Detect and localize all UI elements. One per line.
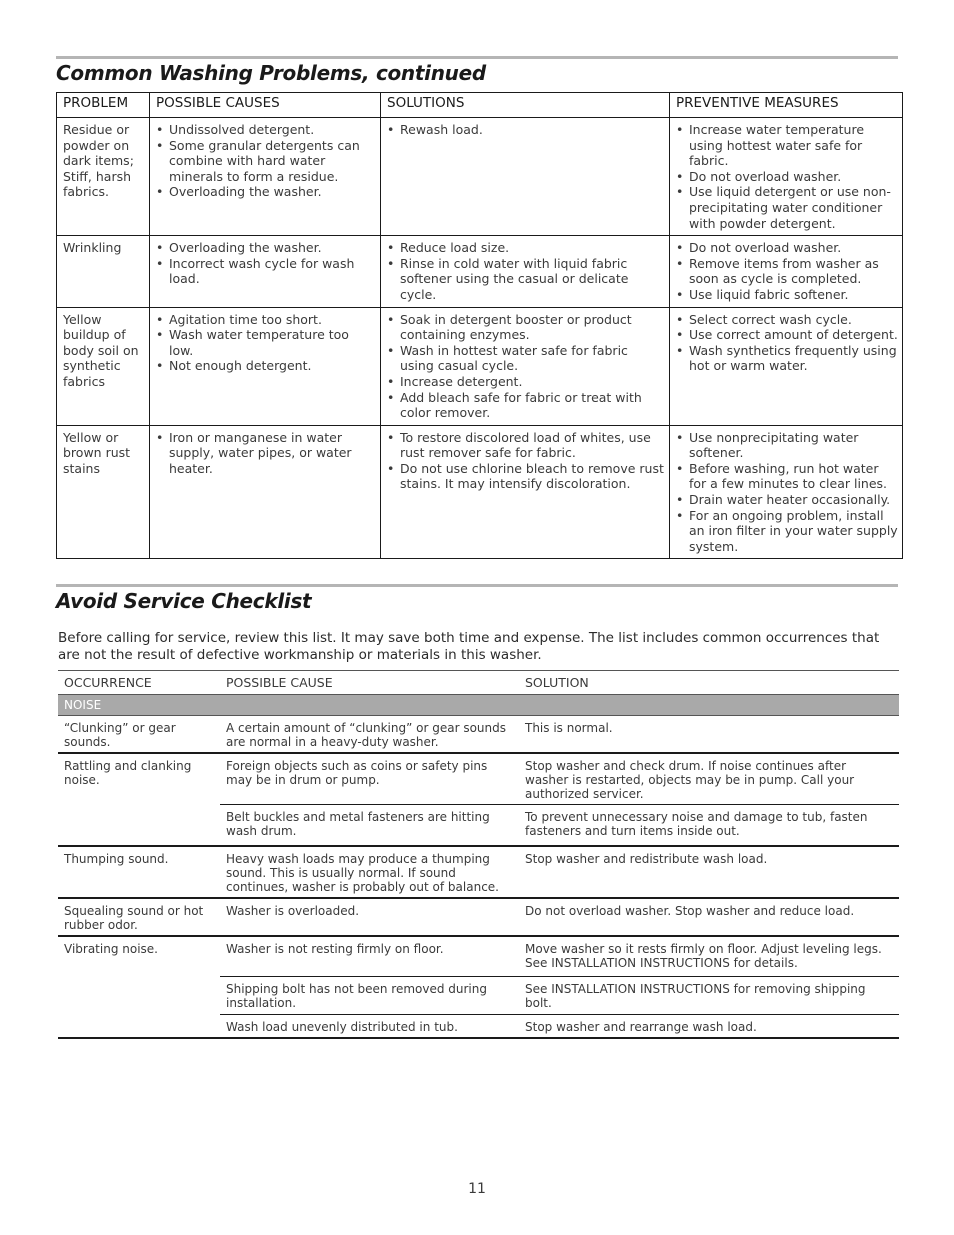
list-item: • Overloading the washer. [156, 240, 376, 256]
problem-row [57, 118, 903, 236]
solution-cell: Do not overload washer. Stop washer and reduce load. [519, 898, 899, 936]
problem-row [57, 307, 903, 425]
causes-cell [150, 307, 381, 425]
table-row [58, 977, 899, 1015]
list-item: • Remove items from washer as soon as cycle is completed. [676, 256, 898, 287]
list-item: • Undissolved detergent. [156, 122, 376, 138]
cause-cell: Wash load unevenly distributed in tub. [220, 1015, 519, 1039]
problem-row [57, 425, 903, 559]
group-label: NOISE [58, 695, 899, 716]
list-item: • Overloading the washer. [156, 184, 376, 200]
cause-cell: Shipping bolt has not been removed during installation. [220, 977, 519, 1015]
list-item: • Do not use chlorine bleach to remove rust stains. It may intensify discoloration. [387, 461, 665, 492]
list-item: • Iron or manganese in water supply, water pipes, or water heater. [156, 430, 376, 477]
occurrence-cell: Vibrating noise. [58, 936, 220, 977]
occurrence-cell: Thumping sound. [58, 846, 220, 898]
list-item: • Before washing, run hot water for a few minutes to clear lines. [676, 461, 898, 492]
table-row [58, 936, 899, 977]
header-possible-causes: POSSIBLE CAUSES [150, 93, 381, 118]
table-row [58, 805, 899, 846]
causes-cell [150, 236, 381, 307]
preventive-cell [670, 307, 903, 425]
preventive-cell [670, 236, 903, 307]
cause-cell: A certain amount of “clunking” or gear sounds are normal in a heavy-duty washer. [226, 721, 507, 749]
problem-cell: Yellow or brown rust stains [57, 425, 150, 559]
list-item: • Select correct wash cycle. [676, 312, 898, 328]
list-item: • Use nonprecipitating water softener. [676, 430, 898, 461]
header-solution: SOLUTION [519, 671, 899, 695]
list-item: • Rewash load. [387, 122, 665, 138]
checklist-section-title: Avoid Service Checklist [56, 589, 312, 613]
problem-row [57, 236, 903, 307]
table-row [58, 716, 899, 754]
list-item: • Do not overload washer. [676, 240, 898, 256]
list-item: • Wash in hottest water safe for fabric using casual cycle. [387, 343, 665, 374]
list-item: • Use liquid detergent or use non-precipitating water conditioner with powder detergent. [676, 184, 898, 231]
checklist-header-row [58, 671, 899, 695]
solutions-cell [381, 118, 670, 236]
solution-cell: This is normal. [525, 721, 613, 735]
list-item: • Use liquid fabric softener. [676, 287, 898, 303]
header-preventive-measures: PREVENTIVE MEASURES [670, 93, 903, 118]
page-number: 11 [468, 1181, 486, 1197]
table-row [58, 1015, 899, 1039]
preventive-cell [670, 425, 903, 559]
cause-cell: Foreign objects such as coins or safety pins may be in drum or pump. [220, 753, 519, 805]
occurrence-cell [58, 805, 220, 846]
list-item: • Agitation time too short. [156, 312, 376, 328]
problem-cell: Yellow buildup of body soil on synthetic fabrics [57, 307, 150, 425]
occurrence-cell: Rattling and clanking noise. [58, 753, 220, 805]
occurrence-cell: “Clunking” or gear sounds. [64, 721, 176, 749]
problems-table [56, 92, 903, 559]
occurrence-cell [58, 977, 220, 1015]
solution-cell: See INSTALLATION INSTRUCTIONS for removing shipping bolt. [519, 977, 899, 1015]
table-row [58, 753, 899, 805]
table-row [58, 898, 899, 936]
solution-cell: To prevent unnecessary noise and damage to tub, fasten fasteners and turn items inside out. [519, 805, 899, 846]
section-rule-top [56, 56, 898, 59]
table-row [58, 846, 899, 898]
header-occurrence: OCCURRENCE [58, 671, 220, 695]
solution-cell: Stop washer and check drum. If noise continues after washer is restarted, objects may be in pump. Call your authorized servicer. [519, 753, 899, 805]
occurrence-cell: Squealing sound or hot rubber odor. [58, 898, 220, 936]
solutions-cell [381, 425, 670, 559]
list-item: • Rinse in cold water with liquid fabric softener using the casual or delicate cycle. [387, 256, 665, 303]
list-item: • Add bleach safe for fabric or treat with color remover. [387, 390, 665, 421]
list-item: • Increase detergent. [387, 374, 665, 390]
header-solutions: SOLUTIONS [381, 93, 670, 118]
list-item: • Wash water temperature too low. [156, 327, 376, 358]
problems-section-title: Common Washing Problems, continued [56, 61, 486, 85]
problems-header-row [57, 93, 903, 118]
problem-cell: Residue or powder on dark items; Stiff, harsh fabrics. [57, 118, 150, 236]
causes-cell [150, 118, 381, 236]
solution-cell: Stop washer and rearrange wash load. [519, 1015, 899, 1039]
cause-cell: Washer is not resting firmly on floor. [220, 936, 519, 977]
cause-cell: Belt buckles and metal fasteners are hitting wash drum. [220, 805, 519, 846]
checklist-intro: Before calling for service, review this list. It may save both time and expense. The list includes common occurrences that are not the result of defective workmanship or materials in this washer. [58, 630, 880, 663]
list-item: • Some granular detergents can combine with hard water minerals to form a residue. [156, 138, 376, 185]
checklist-table [58, 670, 899, 1039]
list-item: • Use correct amount of detergent. [676, 327, 898, 343]
preventive-cell [670, 118, 903, 236]
list-item: • Increase water temperature using hottest water safe for fabric. [676, 122, 898, 169]
list-item: • Reduce load size. [387, 240, 665, 256]
list-item: • For an ongoing problem, install an iron filter in your water supply system. [676, 508, 898, 555]
header-problem: PROBLEM [57, 93, 150, 118]
cause-cell: Heavy wash loads may produce a thumping sound. This is usually normal. If sound continues, washer is probably out of balance. [220, 846, 519, 898]
list-item: • Not enough detergent. [156, 358, 376, 374]
header-possible-cause: POSSIBLE CAUSE [220, 671, 519, 695]
occurrence-cell [58, 1015, 220, 1039]
section-rule-checklist [56, 584, 898, 587]
list-item: • To restore discolored load of whites, use rust remover safe for fabric. [387, 430, 665, 461]
causes-cell [150, 425, 381, 559]
solutions-cell [381, 236, 670, 307]
group-row-noise [58, 695, 899, 716]
solution-cell: Move washer so it rests firmly on floor. Adjust leveling legs. See INSTALLATION INSTRUCTIONS for details. [519, 936, 899, 977]
solution-cell: Stop washer and redistribute wash load. [519, 846, 899, 898]
list-item: • Soak in detergent booster or product containing enzymes. [387, 312, 665, 343]
cause-cell: Washer is overloaded. [220, 898, 519, 936]
list-item: • Do not overload washer. [676, 169, 898, 185]
solutions-cell [381, 307, 670, 425]
problem-cell: Wrinkling [57, 236, 150, 307]
list-item: • Incorrect wash cycle for wash load. [156, 256, 376, 287]
list-item: • Drain water heater occasionally. [676, 492, 898, 508]
list-item: • Wash synthetics frequently using hot or warm water. [676, 343, 898, 374]
